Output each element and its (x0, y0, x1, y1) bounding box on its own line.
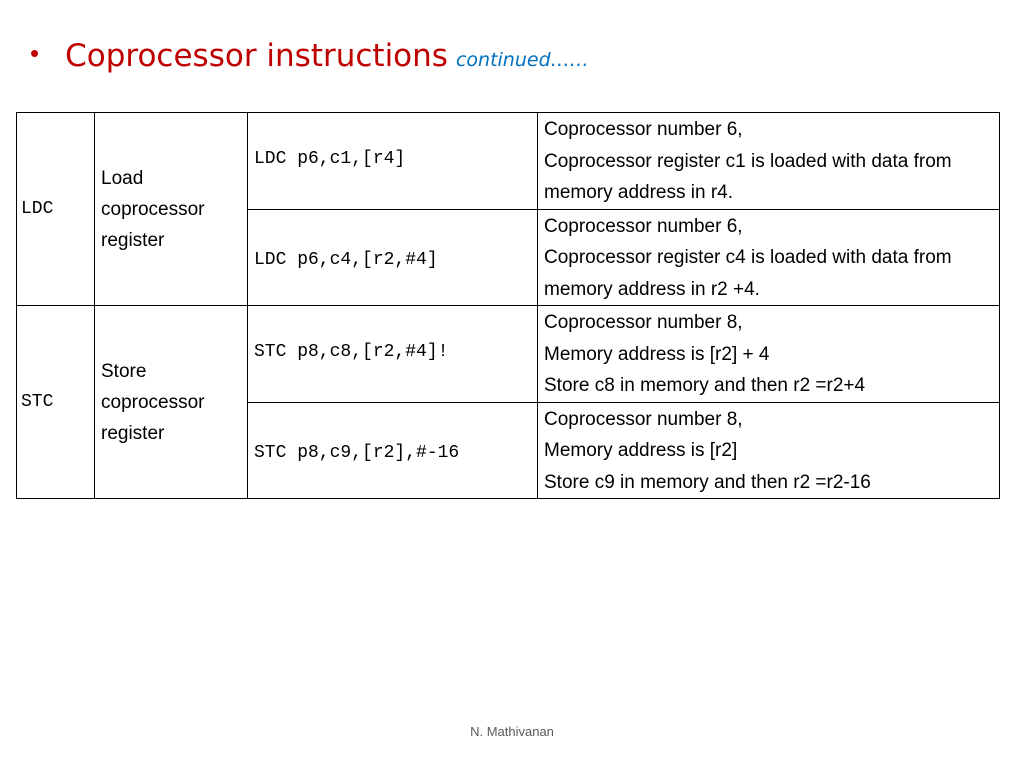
explanation-line: Coprocessor register c4 is loaded with data from (544, 247, 952, 268)
explanation-line: Coprocessor number 6, (544, 215, 743, 237)
table-row (17, 113, 1000, 210)
coprocessor-instruction-table (16, 112, 1000, 499)
slide-title-suffix: continued…… (455, 49, 589, 71)
explanation-cell (538, 209, 1000, 306)
explanation-cell (538, 402, 1000, 499)
instruction-description-cell (95, 113, 248, 306)
mnemonic-cell: LDC (17, 113, 95, 306)
description-line: Store (101, 360, 147, 382)
example-code-cell: STC p8,c8,[r2,#4]! (248, 306, 538, 403)
explanation-cell (538, 113, 1000, 210)
mnemonic-cell: STC (17, 306, 95, 499)
explanation-line: Coprocessor number 8, (544, 408, 743, 430)
slide-title-text: Coprocessor instructions (65, 38, 448, 74)
explanation-line: Store c9 in memory and then r2 =r2-16 (544, 471, 871, 493)
explanation-line: Memory address is [r2] + 4 (544, 343, 770, 365)
explanation-line: memory address in r4. (544, 182, 734, 203)
explanation-line: Coprocessor register c1 is loaded with data from (544, 150, 952, 172)
explanation-line: memory address in r2 +4. (544, 278, 760, 300)
example-code-cell: STC p8,c9,[r2],#-16 (248, 402, 538, 499)
explanation-line: Memory address is [r2] (544, 440, 738, 461)
description-line: Load (101, 167, 144, 189)
description-line: register (101, 422, 165, 444)
slide-title (30, 38, 589, 74)
bullet-icon: • (30, 38, 40, 68)
explanation-line: Coprocessor number 6, (544, 119, 743, 140)
description-line: coprocessor (101, 391, 205, 413)
instruction-description-cell (95, 306, 248, 499)
explanation-line: Coprocessor number 8, (544, 312, 743, 333)
explanation-cell (538, 306, 1000, 403)
example-code-cell: LDC p6,c4,[r2,#4] (248, 209, 538, 306)
description-line: register (101, 229, 165, 251)
description-line: coprocessor (101, 198, 205, 220)
slide-footer: N. Mathivanan (470, 724, 554, 739)
table-row (17, 306, 1000, 403)
explanation-line: Store c8 in memory and then r2 =r2+4 (544, 375, 866, 396)
example-code-cell: LDC p6,c1,[r4] (248, 113, 538, 210)
